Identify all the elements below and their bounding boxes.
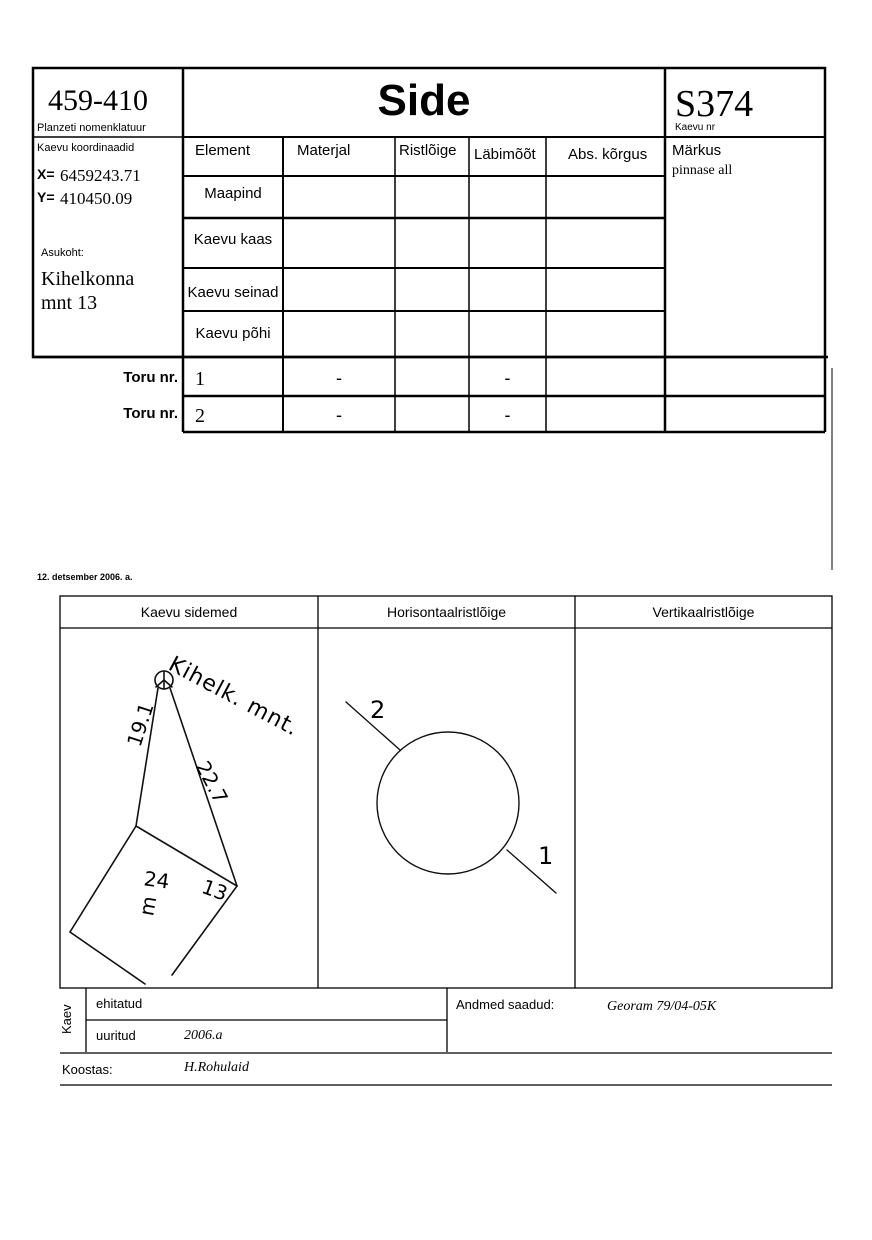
pipe-1-label: Toru nr. [123,369,178,386]
hand-house-number: 24 [142,866,171,894]
col-well-ties-title: Kaevu sidemed [140,604,238,620]
header-remark: Märkus [672,142,722,159]
hand-distance-left: 19.1 [122,699,159,750]
horizontal-section-sketch [346,702,556,893]
sheet-number: 459-410 [48,84,148,117]
author-label: Koostas: [62,1062,113,1077]
coordinates-label: Kaevu koordinaadid [37,142,135,154]
page-title: Side [377,76,471,125]
row-ground: Maapind [204,185,262,202]
surveyed-label: uuritud [96,1028,136,1043]
col-horizontal-title: Horisontaalristlõige [386,604,507,620]
kaev-label: Kaev [59,1004,74,1034]
pipe-2-material: - [336,405,342,425]
pipe-label-2: 2 [370,696,386,724]
row-lid: Kaevu kaas [193,231,273,248]
location-line-2: mnt 13 [41,292,98,314]
x-label: X= [37,166,55,182]
built-label: ehitatud [96,996,143,1011]
x-value: 6459243.71 [60,166,141,185]
well-label: Kaevu nr [675,122,716,133]
hand-street-label: Kihelk. mnt. [164,652,304,742]
sheet-label: Planzeti nomenklatuur [37,122,146,134]
source-label: Andmed saadud: [456,997,555,1012]
pipe-1-diameter: - [504,368,511,388]
header-material: Materjal [297,142,351,159]
row-bottom: Kaevu põhi [195,325,271,342]
pipe-2-number: 2 [195,405,205,427]
pipe-label-1: 1 [538,842,554,870]
date: 12. detsember 2006. a. [37,572,133,582]
surveyed-value: 2006.a [184,1028,223,1043]
hand-distance-right: 22.7 [190,757,233,808]
row-walls: Kaevu seinad [187,284,279,301]
hand-house-symbol: m [134,894,162,918]
location-line-1: Kihelkonna [41,268,135,290]
header-element: Element [195,142,251,159]
y-label: Y= [37,189,55,205]
header-cross-section: Ristlõige [399,142,457,159]
author-value: H.Rohulaid [184,1060,249,1075]
pipe-1-number: 1 [195,368,205,390]
pipe-2-label: Toru nr. [123,405,178,422]
col-vertical-title: Vertikaalristlõige [652,604,755,620]
y-value: 410450.09 [60,189,133,208]
pipe-1-material: - [336,368,342,388]
location-label: Asukoht: [41,247,84,259]
pipe-2-diameter: - [504,405,511,425]
source-value: Georam 79/04-05K [607,999,717,1014]
header-diameter: Läbimõõt [474,146,536,163]
hand-corner-number: 13 [198,874,231,906]
well-number: S374 [675,83,754,125]
header-abs-height: Abs. kõrgus [568,146,648,163]
remark-value: pinnase all [672,163,733,178]
